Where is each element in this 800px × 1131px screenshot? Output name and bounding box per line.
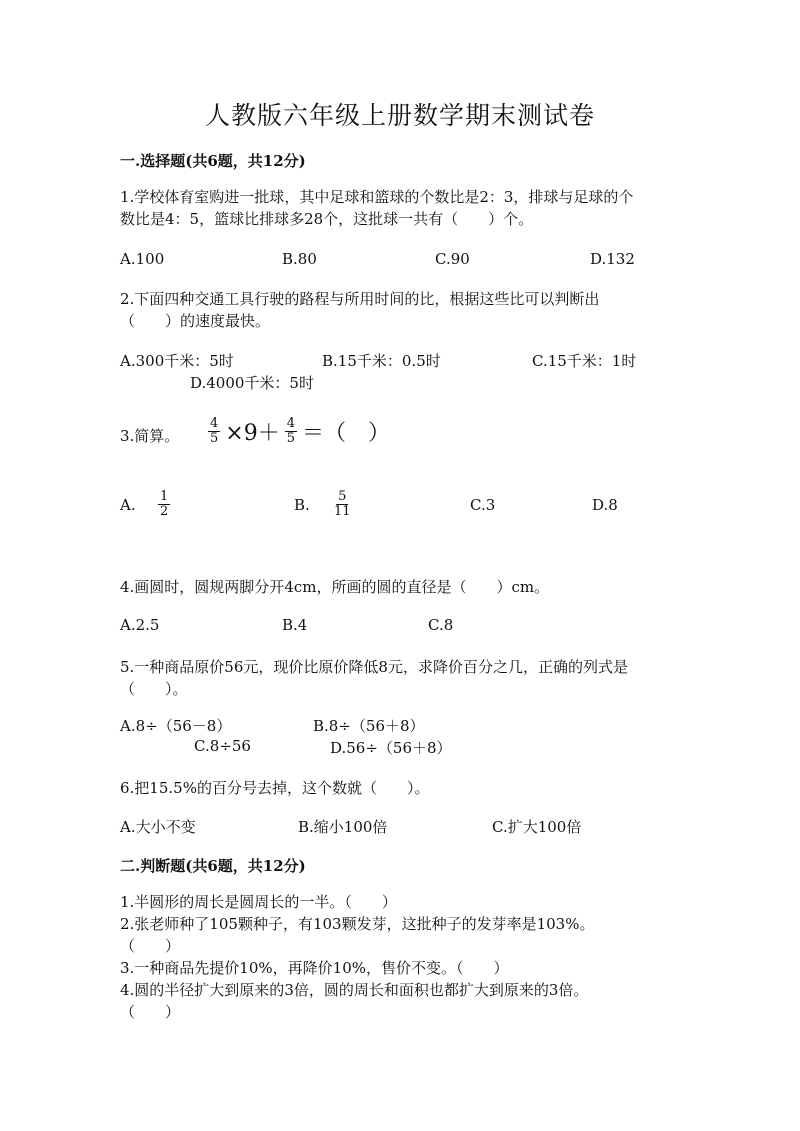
question-4-line-1: 4.画圆时，圆规两脚分开4cm，所画的圆的直径是（ ）cm。 [120, 578, 550, 596]
section-heading-judgment: 二.判断题(共6题，共12分) [120, 857, 306, 875]
question-1-option-a: A.100 [120, 250, 165, 268]
question-2-option-b: B.15千米：0.5时 [322, 352, 441, 370]
section-heading-choice: 一.选择题(共6题，共12分) [120, 152, 306, 170]
question-6-line-1: 6.把15.5%的百分号去掉，这个数就（ ）。 [120, 779, 430, 797]
question-5-line-1: 5.一种商品原价56元，现价比原价降低8元，求降价百分之几，正确的列式是 [120, 658, 628, 676]
expression-fraction-1 [208, 417, 220, 446]
expression-fraction-2 [285, 417, 297, 446]
judgment-item-4: 4.圆的半径扩大到原来的3倍，圆的周长和面积也都扩大到原来的3倍。 [120, 981, 589, 999]
question-5-line-2: （ ）。 [120, 680, 188, 698]
question-3-option-d: D.8 [592, 496, 618, 514]
fraction-numerator: 4 [210, 416, 219, 431]
question-3-option-a-fraction [158, 490, 170, 519]
question-3-option-c: C.3 [470, 496, 496, 514]
question-5-option-a: A.8÷（56－8） [120, 717, 232, 735]
fraction-numerator: 4 [286, 416, 295, 431]
fraction-denominator: 11 [334, 504, 351, 519]
fraction-denominator: 2 [160, 504, 169, 519]
question-2-option-a: A.300千米：5时 [120, 352, 234, 370]
question-3-option-b-fraction [332, 490, 353, 519]
fraction-denominator: 5 [286, 431, 295, 446]
question-4-option-a: A.2.5 [120, 616, 160, 634]
page-title: 人教版六年级上册数学期末测试卷 [204, 101, 595, 130]
expression-operator: ×9＋ [225, 421, 280, 446]
question-3-expression [208, 416, 393, 447]
judgment-item-2-blank: （ ） [120, 937, 181, 955]
question-4-option-b: B.4 [282, 616, 308, 634]
question-2-line-2: （ ）的速度最快。 [120, 312, 271, 330]
question-2-option-d: D.4000千米：5时 [190, 374, 314, 392]
expression-tail: ＝（ ） [302, 421, 391, 446]
fraction-denominator: 5 [210, 431, 219, 446]
fraction-numerator: 5 [338, 489, 347, 504]
question-5-option-c: C.8÷56 [194, 737, 251, 755]
question-1-line-2: 数比是4：5，篮球比排球多28个，这批球一共有（ ）个。 [120, 210, 534, 228]
question-5-option-d: D.56÷（56＋8） [330, 739, 452, 757]
question-2-line-1: 2.下面四种交通工具行驶的路程与所用时间的比，根据这些比可以判断出 [120, 290, 600, 308]
question-6-option-b: B.缩小100倍 [298, 818, 388, 836]
question-3-option-a-label: A. [120, 496, 136, 514]
question-6-option-c: C.扩大100倍 [492, 818, 582, 836]
question-3-label: 3.简算。 [120, 427, 180, 445]
question-4-option-c: C.8 [428, 616, 454, 634]
question-6-option-a: A.大小不变 [120, 818, 196, 836]
question-1-option-c: C.90 [435, 250, 470, 268]
question-1-option-b: B.80 [282, 250, 317, 268]
question-3-option-b-label: B. [294, 496, 310, 514]
judgment-item-2: 2.张老师种了105颗种子，有103颗发芽，这批种子的发芽率是103%。 [120, 915, 595, 933]
question-5-option-b: B.8÷（56＋8） [313, 717, 425, 735]
question-1-option-d: D.132 [590, 250, 635, 268]
question-2-option-c: C.15千米：1时 [532, 352, 637, 370]
judgment-item-3: 3.一种商品先提价10%，再降价10%，售价不变。（ ） [120, 959, 509, 977]
question-1-line-1: 1.学校体育室购进一批球，其中足球和篮球的个数比是2：3，排球与足球的个 [120, 188, 634, 206]
judgment-item-4-blank: （ ） [120, 1003, 181, 1021]
judgment-item-1: 1.半圆形的周长是圆周长的一半。（ ） [120, 893, 397, 911]
fraction-numerator: 1 [160, 489, 169, 504]
